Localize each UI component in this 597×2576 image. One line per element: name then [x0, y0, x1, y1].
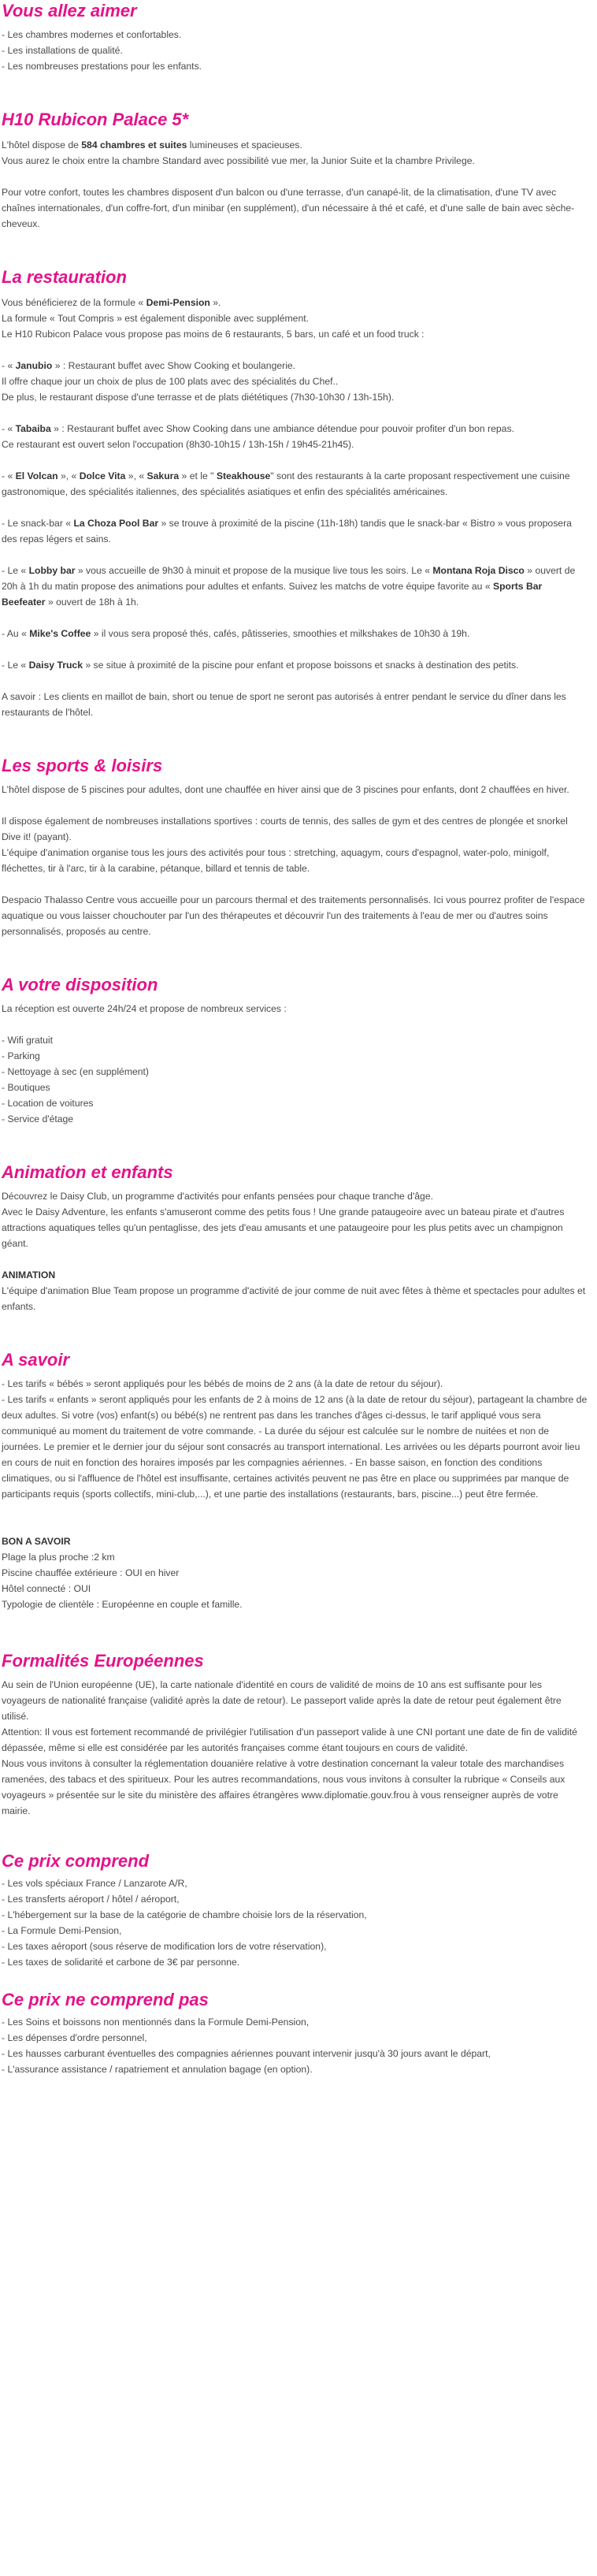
spacer: [2, 939, 588, 974]
paragraph: Despacio Thalasso Centre vous accueille pour un parcours thermal et des traitements personnalisés. Ici vous pourrez profiter de l'espace aquatique ou vous laisser chouchouter par l'un des thérapeutes et découvrir l'un des traitements à l'eau de mer ou d'autres soins personnalisés, proposés au centre.: [2, 894, 585, 937]
list-item: - Les chambres modernes et confortables.: [2, 29, 182, 40]
section-title: Ce prix ne comprend pas: [2, 1990, 209, 2009]
section-vous-allez-aimer: [2, 0, 588, 74]
paragraph: Le H10 Rubicon Palace vous propose pas moins de 6 restaurants, 5 bars, un café et un food truck :: [2, 329, 425, 340]
spacer: [2, 1819, 588, 1850]
list-item: - Les vols spéciaux France / Lanzarote A/R,: [2, 1878, 187, 1889]
paragraph: L'hôtel dispose de 5 piscines pour adultes, dont une chauffée en hiver ainsi que de 3 piscines pour enfants, dont 2 chauffées en hiver.: [2, 784, 569, 795]
section-title: A votre disposition: [2, 975, 158, 994]
section-formalites: [2, 1650, 588, 1819]
paragraph: Vous aurez le choix entre la chambre Standard avec possibilité vue mer, la Junior Suite et la chambre Privilege.: [2, 155, 475, 166]
list-item: - L'assurance assistance / rapatriement et annulation bagage (en option).: [2, 2064, 313, 2075]
paragraph: Il offre chaque jour un choix de plus de 100 plats avec des spécialités du Chef..: [2, 376, 339, 387]
spacer: [2, 1314, 588, 1349]
paragraph: De plus, le restaurant dispose d'une terrasse et de plats diététiques (7h30-10h30 / 13h-15h).: [2, 392, 395, 403]
list-item: Typologie de clientèle : Européenne en couple et famille.: [2, 1599, 243, 1610]
list-item: Plage la plus proche :2 km: [2, 1552, 115, 1563]
section-title: Les sports & loisirs: [2, 756, 163, 775]
section-sports-loisirs: [2, 755, 588, 939]
room-count: 584 chambres et suites: [81, 139, 187, 151]
formula-name: Demi-Pension: [146, 297, 210, 308]
list-item: - Les nombreuses prestations pour les enfants.: [2, 61, 202, 72]
spacer: [2, 74, 588, 109]
paragraph: Pour votre confort, toutes les chambres disposent d'un balcon ou d'une terrasse, d'un canapé-lit, de la climatisation, d'une TV avec chaînes internationales, d'un coffre-fort, d'un minibar (en supplément), d'un nécessaire à thé et café, et d'une salle de bain avec sèche-cheveux.: [2, 187, 575, 229]
bars: - Le « Lobby bar » vous accueille de 9h30 à minuit et propose de la musique live tous les soirs. Le « Montana Roja Disco » ouvert de 20h à 1h du matin propose des animations pour adultes et enfants. Suivez les matchs de votre équipe favorite au « Sports Bar Beefeater » ouvert de 18h à 1h.: [2, 565, 576, 608]
list-item: - Les installations de qualité.: [2, 45, 123, 56]
list-item: - Les transferts aéroport / hôtel / aéroport,: [2, 1894, 180, 1905]
list-item: - Wifi gratuit: [2, 1035, 54, 1046]
subheading: ANIMATION: [2, 1269, 56, 1281]
list-item: - Les hausses carburant éventuelles des compagnies aériennes pouvant intervenir jusqu'à 30 jours avant le départ,: [2, 2048, 491, 2059]
snack-bar: - Le snack-bar « La Choza Pool Bar » se trouve à proximité de la piscine (11h-18h) tandis que le snack-bar « Bistro » vous proposera des repas légers et sains.: [2, 518, 572, 545]
coffee-shop: - Au « Mike's Coffee » il vous sera proposé thés, cafés, pâtisseries, smoothies et milkshakes de 10h30 à 19h.: [2, 628, 470, 639]
spacer: [2, 232, 588, 266]
spacer: [2, 1970, 588, 1989]
section-a-savoir: [2, 1349, 588, 1612]
list-item: - L'hébergement sur la base de la catégorie de chambre choisie lors de la réservation,: [2, 1909, 367, 1920]
list-item: - Boutiques: [2, 1082, 50, 1093]
paragraph: L'équipe d'animation organise tous les jours des activités pour tous : stretching, aquagym, cours d'espagnol, water-polo, minigolf, fléchettes, tir à l'arc, tir à la carabine, pétanque, billard et tennis de table.: [2, 847, 550, 874]
section-prix-comprend: [2, 1850, 588, 1970]
section-prix-ne-comprend-pas: [2, 1989, 588, 2077]
subheading: BON A SAVOIR: [2, 1536, 71, 1547]
paragraph: Il dispose également de nombreuses installations sportives : courts de tennis, des salles de gym et des centres de plongée et snorkel Dive it! (payant).: [2, 816, 568, 842]
section-hotel: [2, 109, 588, 232]
section-title: Vous allez aimer: [2, 1, 137, 20]
paragraph: Avec le Daisy Adventure, les enfants s'amuseront comme des petits fous ! Une grande pataugeoire avec un bateau pirate et d'autres attractions aquatiques telles qu'un pentaglisse, des jets d'eau amusants et une pataugeoire pour les plus petits avec un champignon géant.: [2, 1206, 565, 1249]
list-item: Hôtel connecté : OUI: [2, 1583, 91, 1594]
section-title: H10 Rubicon Palace 5*: [2, 110, 189, 129]
paragraph: Nous vous invitons à consulter la réglementation douanière relative à votre destination concernant la valeur totale des marchandises ramenées, des tabacs et des spiritueux. Pour les autres recommandations, nous vous invitons à consulter la rubrique « Conseils aux voyageurs » présentée sur le site du ministère des affaires étrangères www.diplomatie.gouv.frou à vous renseigner auprès de votre mairie.: [2, 1758, 565, 1816]
section-restauration: [2, 266, 588, 720]
paragraph: Au sein de l'Union européenne (UE), la carte nationale d'identité en cours de validité de moins de 10 ans est suffisante pour les voyageurs de nationalité française (validité après la date de retour). Le passeport valide après la date de retour peut également être utilisé.: [2, 1679, 562, 1722]
list-item: - Parking: [2, 1050, 40, 1061]
spacer: [2, 720, 588, 755]
list-item: - Les Soins et boissons non mentionnés dans la Formule Demi-Pension,: [2, 2017, 310, 2028]
list-item: - Nettoyage à sec (en supplément): [2, 1066, 149, 1077]
section-title: A savoir: [2, 1350, 70, 1370]
list-item: - Service d'étage: [2, 1113, 74, 1124]
section-disposition: [2, 974, 588, 1127]
paragraph: - Les tarifs « bébés » seront appliqués pour les bébés de moins de 2 ans (à la date de retour du séjour).: [2, 1378, 443, 1389]
paragraph: Ce restaurant est ouvert selon l'occupation (8h30-10h15 / 13h-15h / 19h45-21h45).: [2, 439, 354, 450]
paragraph: - Les tarifs « enfants » seront appliqués pour les enfants de 2 à moins de 12 ans (à la date de retour du séjour), partageant la chambre de deux adultes. Si votre (vos) enfant(s) ou bébé(s) ne rentrent pas dans les tranches d'âges ci-dessus, le tarif appliqué vous sera communiqué au moment du traitement de votre commande. - La durée du séjour est calculée sur le nombre de nuitées et non de journées. Le premier et le dernier jour du séjour sont consacrés au transport international. Les arrivées ou les départs pourront avoir lieu en cours de nuit en fonction des horaires imposés par les compagnies aériennes. - En basse saison, en fonction des conditions climatiques, ou si l'affluence de l'hôtel est insuffisante, certaines activités peuvent ne pas être en place ou supprimées par manque de participants requis (sports collectifs, mini-club,...), et une partie des installations (restaurants, bars, piscine...) peut être fermée.: [2, 1394, 588, 1500]
paragraph: Découvrez le Daisy Club, un programme d'activités pour enfants pensées pour chaque tranche d'âge.: [2, 1191, 433, 1202]
restaurants-a-la-carte: - « El Volcan », « Dolce Vita », « Sakura » et le " Steakhouse" sont des restaurants à la carte proposant respectivement une cuisine gastronomique, des spécialités italiennes, des spécialités asiatiques et enfin des spécialités américaines.: [2, 470, 570, 497]
paragraph: L'hôtel dispose de 584 chambres et suites lumineuses et spacieuses.: [2, 139, 302, 151]
paragraph: L'équipe d'animation Blue Team propose un programme d'activité de jour comme de nuit avec fêtes à thème et spectacles pour adultes et enfants.: [2, 1285, 586, 1312]
section-animation: [2, 1162, 588, 1314]
section-title: Ce prix comprend: [2, 1851, 150, 1871]
paragraph: Vous bénéficierez de la formule « Demi-Pension ».: [2, 297, 221, 308]
spacer: [2, 1612, 588, 1650]
paragraph: La formule « Tout Compris » est également disponible avec supplément.: [2, 313, 309, 324]
restaurant-tabaiba: - « Tabaiba » : Restaurant buffet avec Show Cooking dans une ambiance détendue pour pouvoir profiter d'un bon repas.: [2, 423, 514, 434]
list-item: - Location de voitures: [2, 1098, 94, 1109]
section-title: La restauration: [2, 267, 127, 287]
list-item: - Les dépenses d'ordre personnel,: [2, 2032, 147, 2043]
paragraph: La réception est ouverte 24h/24 et propose de nombreux services :: [2, 1003, 287, 1014]
section-title: Animation et enfants: [2, 1162, 173, 1182]
spacer: [2, 1127, 588, 1162]
dress-code-note: A savoir : Les clients en maillot de bain, short ou tenue de sport ne seront pas autorisés à entrer pendant le service du dîner dans les restaurants de l'hôtel.: [2, 691, 566, 718]
paragraph: Attention: Il vous est fortement recommandé de privilégier l'utilisation d'un passeport valide à une CNI portant une date de fin de validité dépassée, même si elle est considérée par les autorités françaises comme étant toujours en cours de validité.: [2, 1727, 577, 1753]
list-item: - Les taxes aéroport (sous réserve de modification lors de votre réservation),: [2, 1941, 327, 1952]
food-truck: - Le « Daisy Truck » se situe à proximité de la piscine pour enfant et propose boissons et snacks à destination des petits.: [2, 660, 519, 671]
restaurant-janubio: - « Janubio » : Restaurant buffet avec Show Cooking et boulangerie.: [2, 360, 296, 371]
section-title: Formalités Européennes: [2, 1651, 204, 1671]
list-item: - La Formule Demi-Pension,: [2, 1925, 122, 1936]
list-item: - Les taxes de solidarité et carbone de 3€ par personne.: [2, 1957, 240, 1968]
list-item: Piscine chauffée extérieure : OUI en hiver: [2, 1567, 180, 1578]
